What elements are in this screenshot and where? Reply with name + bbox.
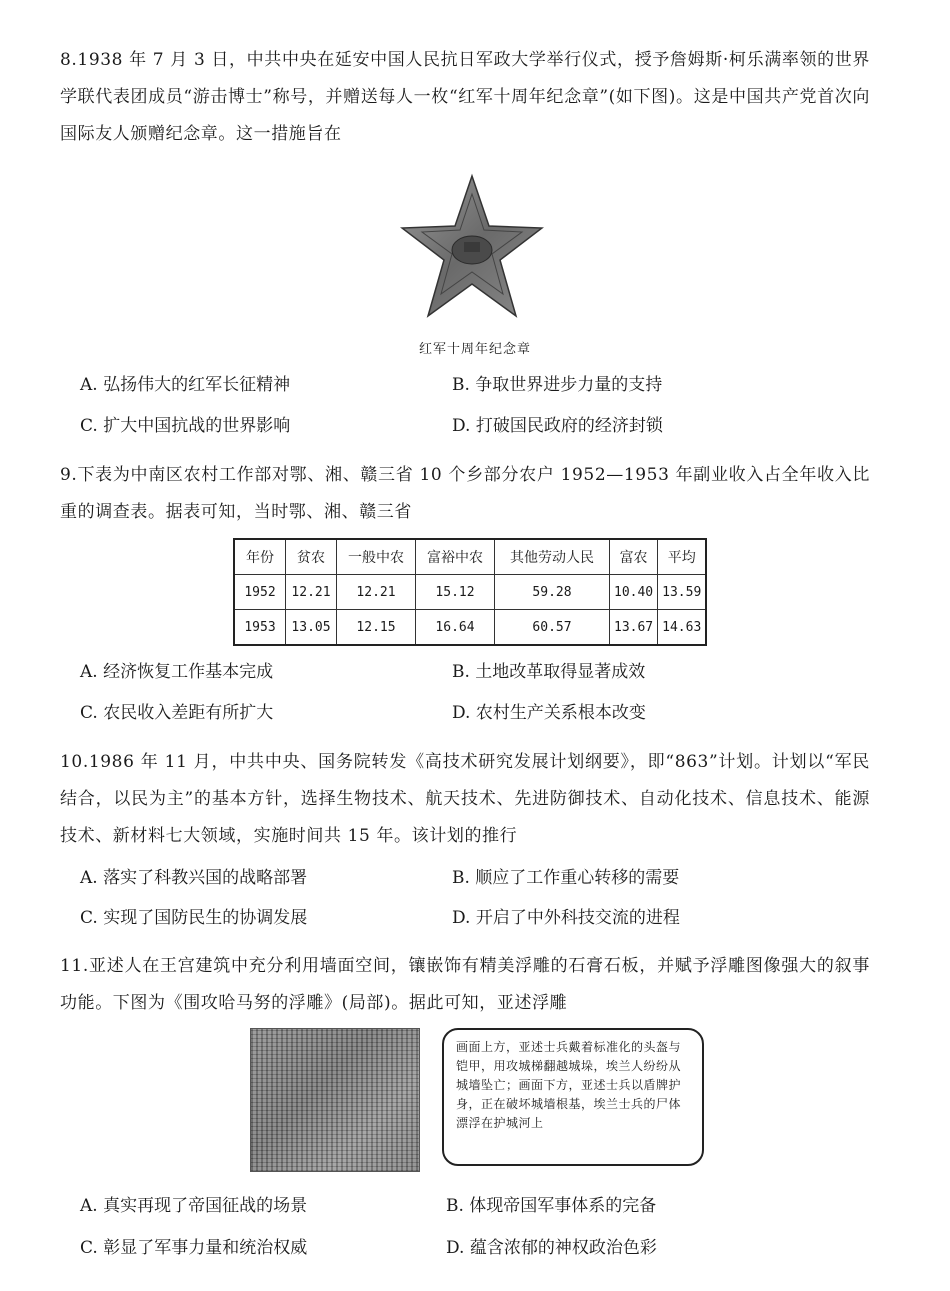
table-header: 富裕中农 xyxy=(416,539,495,575)
q9-option-a[interactable]: A. 经济恢复工作基本完成 xyxy=(80,662,274,682)
table-cell: 12.21 xyxy=(337,575,416,610)
table-cell: 12.21 xyxy=(286,575,337,610)
table-cell: 1952 xyxy=(234,575,286,610)
q8-option-d[interactable]: D. 打破国民政府的经济封锁 xyxy=(452,416,663,436)
q10-option-c[interactable]: C. 实现了国防民生的协调发展 xyxy=(80,908,308,928)
q8-option-a[interactable]: A. 弘扬伟大的红军长征精神 xyxy=(80,375,291,395)
q9-option-d[interactable]: D. 农村生产关系根本改变 xyxy=(452,703,646,723)
q10-option-d[interactable]: D. 开启了中外科技交流的进程 xyxy=(452,908,680,928)
q11-option-a[interactable]: A. 真实再现了帝国征战的场景 xyxy=(80,1196,308,1216)
q11-option-c[interactable]: C. 彰显了军事力量和统治权威 xyxy=(80,1238,308,1258)
q8-option-b[interactable]: B. 争取世界进步力量的支持 xyxy=(452,375,663,395)
income-survey-table xyxy=(233,538,707,646)
table-header: 一般中农 xyxy=(337,539,416,575)
table-cell: 13.67 xyxy=(610,610,658,646)
table-header: 年份 xyxy=(234,539,286,575)
question-10-stem: 10.1986 年 11 月，中共中央、国务院转发《高技术研究发展计划纲要》，即“863”计划。计划以“军民结合，以民为主”的基本方针，选择生物技术、航天技术、先进防御技术、自动化技术、信息技术、能源技术、新材料七大领域，实施时间共 15 年。该计划的推行 xyxy=(60,752,870,846)
table-header: 其他劳动人民 xyxy=(495,539,610,575)
question-8-stem: 8.1938 年 7 月 3 日，中共中央在延安中国人民抗日军政大学举行仪式，授予詹姆斯·柯乐满率领的世界学联代表团成员“游击博士”称号，并赠送每人一枚“红军十周年纪念章”(如下图)。这是中国共产党首次向国际友人颁赠纪念章。这一措施旨在 xyxy=(60,50,870,144)
table-header: 贫农 xyxy=(286,539,337,575)
table-cell: 16.64 xyxy=(416,610,495,646)
q8-option-c[interactable]: C. 扩大中国抗战的世界影响 xyxy=(80,416,291,436)
medal-caption: 红军十周年纪念章 xyxy=(418,342,531,357)
table-cell: 12.15 xyxy=(337,610,416,646)
q10-option-a[interactable]: A. 落实了科教兴国的战略部署 xyxy=(80,868,308,888)
q11-option-b[interactable]: B. 体现帝国军事体系的完备 xyxy=(446,1196,657,1216)
q9-option-b[interactable]: B. 土地改革取得显著成效 xyxy=(452,662,646,682)
table-row xyxy=(234,610,706,646)
table-cell: 1953 xyxy=(234,610,286,646)
table-cell: 60.57 xyxy=(495,610,610,646)
table-cell: 59.28 xyxy=(495,575,610,610)
table-row xyxy=(234,575,706,610)
table-cell: 13.59 xyxy=(658,575,707,610)
q10-option-b[interactable]: B. 顺应了工作重心转移的需要 xyxy=(452,868,680,888)
table-header: 富农 xyxy=(610,539,658,575)
table-header-row xyxy=(234,539,706,575)
table-cell: 15.12 xyxy=(416,575,495,610)
q9-option-c[interactable]: C. 农民收入差距有所扩大 xyxy=(80,703,274,723)
relief-description-box: 画面上方，亚述士兵戴着标准化的头盔与铠甲，用攻城梯翻越城垛，埃兰人纷纷从城墙坠亡；画面下方，亚述士兵以盾牌护身，正在破坏城墙根基，埃兰士兵的尸体漂浮在护城河上 xyxy=(442,1028,704,1166)
table-cell: 14.63 xyxy=(658,610,707,646)
question-9-stem: 9.下表为中南区农村工作部对鄂、湘、赣三省 10 个乡部分农户 1952—1953 年副业收入占全年收入比重的调查表。据表可知，当时鄂、湘、赣三省 xyxy=(60,465,870,522)
hamanu-relief-image xyxy=(250,1028,420,1172)
question-11-stem: 11.亚述人在王宫建筑中充分利用墙面空间，镶嵌饰有精美浮雕的石膏石板，并赋予浮雕图像强大的叙事功能。下图为《围攻哈马努的浮雕》(局部)。据此可知，亚述浮雕 xyxy=(60,956,870,1013)
q11-option-d[interactable]: D. 蕴含浓郁的神权政治色彩 xyxy=(446,1238,657,1258)
red-army-medal-star-image xyxy=(400,172,544,322)
table-header: 平均 xyxy=(658,539,707,575)
table-cell: 13.05 xyxy=(286,610,337,646)
table-cell: 10.40 xyxy=(610,575,658,610)
